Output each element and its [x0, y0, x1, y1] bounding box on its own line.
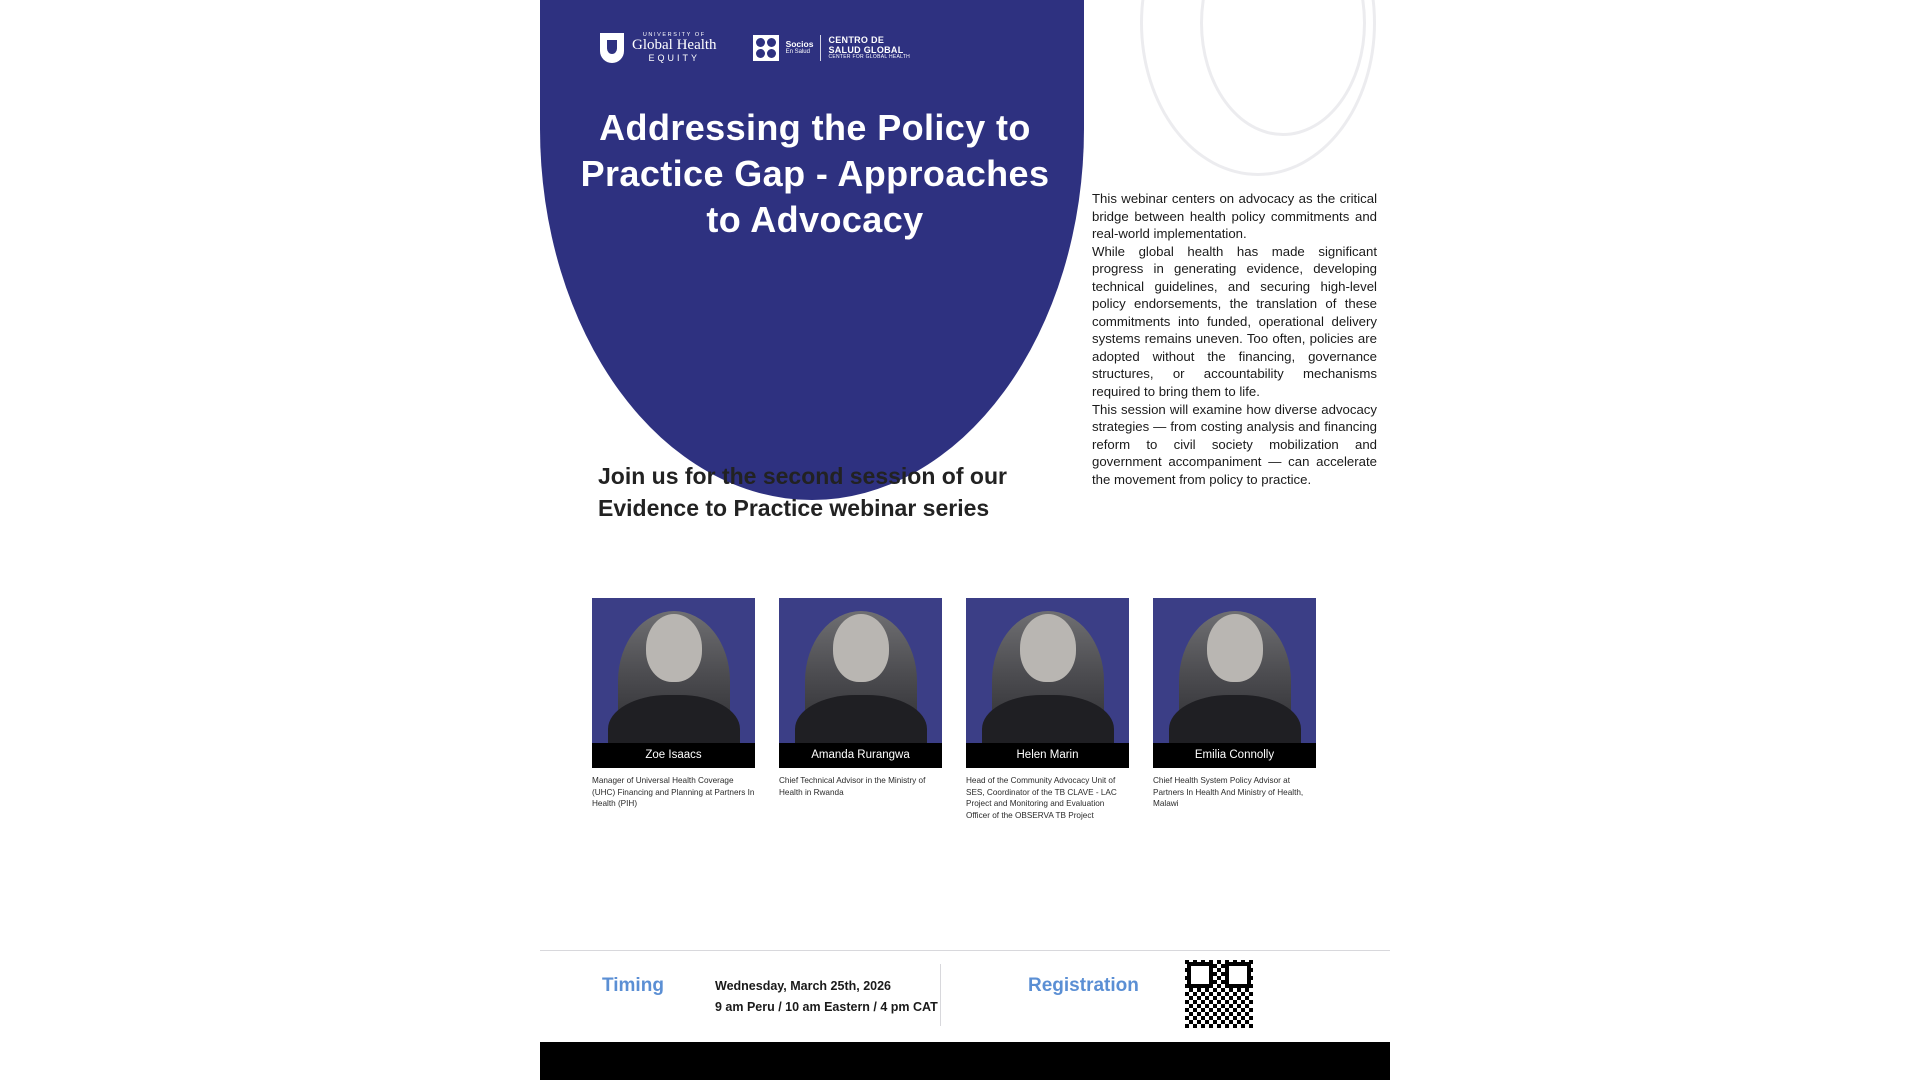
footer: [540, 950, 1390, 1042]
webinar-poster: [540, 0, 1390, 1080]
speaker-role: Manager of Universal Health Coverage (UHC) Financing and Planning at Partners In Health (PIH): [592, 775, 755, 809]
speaker-photo: [592, 598, 755, 743]
ughe-logo-line3: EQUITY: [648, 53, 701, 64]
speaker-photo: [779, 598, 942, 743]
speaker-role: Chief Health System Policy Advisor at Partners In Health And Ministry of Health, Malawi: [1153, 775, 1304, 809]
event-times: 9 am Peru / 10 am Eastern / 4 pm CAT: [715, 1000, 938, 1015]
description-paragraph-3: This session will examine how diverse advocacy strategies — from costing analysis and financing reform to civil society mobilization and government accompaniment — can accelerate the movement from policy to practice.: [1092, 401, 1377, 487]
shield-icon: [600, 33, 624, 63]
speaker-card: [779, 598, 942, 822]
speaker-name: Zoe Isaacs: [592, 743, 755, 768]
description-paragraph-2: While global health has made significant progress in generating evidence, developing technical guidelines, and securing high-level policy endorsements, the translation of these commitments into funded, operational delivery systems remains uneven. Too often, policies are adopted without the financing, governance structures, or accountability mechanisms required to bring them to life.: [1092, 243, 1377, 400]
socios-logo-line1: Socios: [785, 38, 814, 49]
speaker-list: [592, 598, 1352, 822]
speaker-name: Helen Marin: [966, 743, 1129, 768]
centro-logo-line3: CENTER FOR GLOBAL HEALTH: [828, 54, 911, 61]
speaker-role: Chief Technical Advisor in the Ministry of Health in Rwanda: [779, 775, 926, 797]
speaker-name: Emilia Connolly: [1153, 743, 1316, 768]
centro-logo-line2: SALUD GLOBAL: [828, 45, 904, 56]
ughe-logo-line2: Global Health: [632, 37, 717, 54]
join-invitation-text: Join us for the second session of our Evidence to Practice webinar series: [598, 463, 1007, 522]
logo-row: [600, 20, 1000, 76]
socios-en-salud-logo: [753, 35, 911, 61]
timing-label: Timing: [602, 975, 664, 996]
socios-logo-line2: En Salud: [785, 49, 810, 56]
ughe-logo-line1: UNIVERSITY OF: [642, 31, 706, 38]
registration-label: Registration: [1028, 975, 1139, 996]
speaker-name: Amanda Rurangwa: [779, 743, 942, 768]
qr-code-icon[interactable]: [1185, 960, 1253, 1028]
description-block: [1092, 190, 1377, 488]
speaker-photo: [1153, 598, 1316, 743]
footer-vertical-divider: [940, 964, 941, 1026]
poster-title: Addressing the Policy to Practice Gap - Approaches to Advocacy: [580, 107, 1050, 241]
speaker-card: [966, 598, 1129, 822]
speaker-photo: [966, 598, 1129, 743]
bottom-black-bar: [540, 1042, 1390, 1080]
speaker-role: Head of the Community Advocacy Unit of SES, Coordinator of the TB CLAVE - LAC Project and Monitoring and Evaluation Officer of the OBSERVA TB Project: [966, 775, 1117, 821]
description-paragraph-1: This webinar centers on advocacy as the critical bridge between health policy commitments and real-world implementation.: [1092, 191, 1377, 242]
logo-divider: [820, 35, 821, 61]
four-dots-icon: [753, 35, 779, 61]
ughe-logo: [600, 33, 717, 64]
speaker-card: [592, 598, 755, 822]
event-date: Wednesday, March 25th, 2026: [715, 979, 892, 993]
centro-logo-line1: CENTRO DE: [828, 34, 885, 45]
speaker-card: [1153, 598, 1316, 822]
